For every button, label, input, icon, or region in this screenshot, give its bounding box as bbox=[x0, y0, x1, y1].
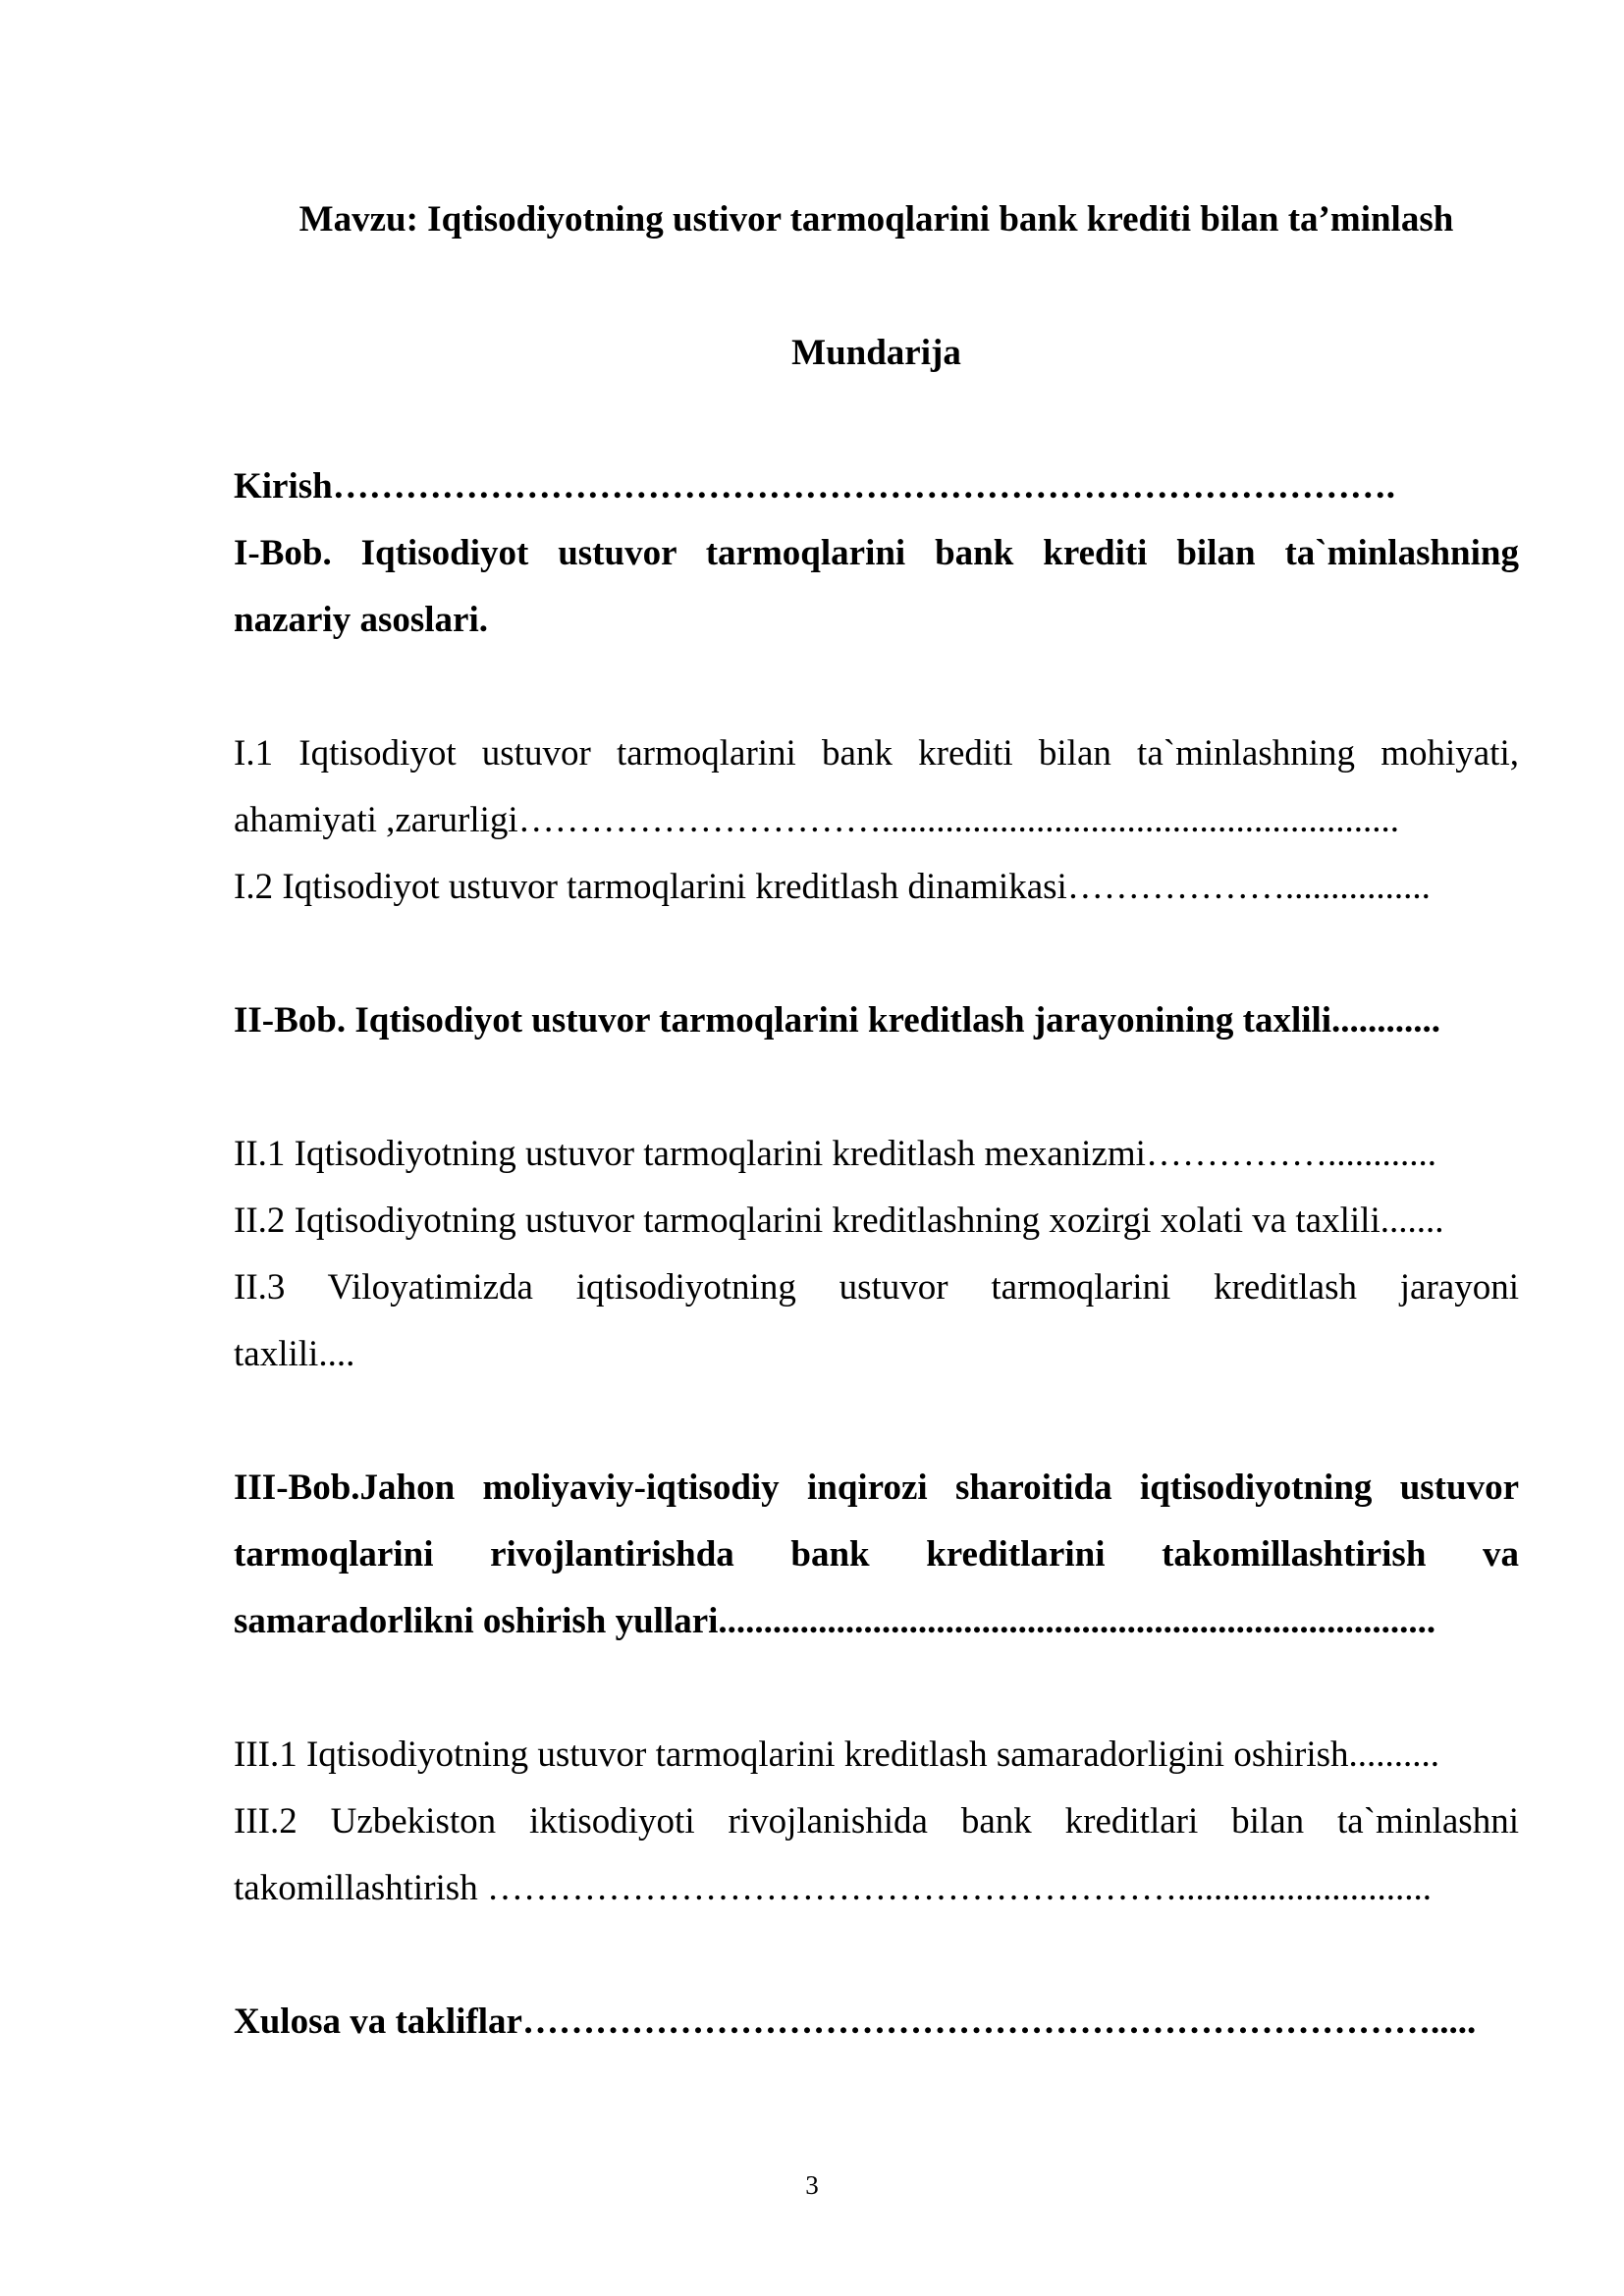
toc-entry-section-2-3: II.3 Viloyatimizda iqtisodiyotning ustuvor tarmoqlarini kreditlash jarayoni bbox=[234, 1267, 1519, 1308]
toc-entry-section-3-2: III.2 Uzbekiston iktisodiyoti rivojlanishida bank kreditlari bilan ta`minlashni bbox=[234, 1801, 1519, 1842]
toc-entry-section-1-1: I.1 Iqtisodiyot ustuvor tarmoqlarini bank krediti bilan ta`minlashning mohiyati, bbox=[234, 733, 1519, 774]
toc-entry-intro: Kirish……………………………………………………………………………. bbox=[234, 466, 1395, 507]
toc-entry-chapter-3-cont-2: samaradorlikni oshirish yullari............................................................................... bbox=[234, 1601, 1436, 1641]
toc-entry-section-2-3-cont: taxlili.... bbox=[234, 1334, 355, 1374]
toc-entry-section-2-1: II.1 Iqtisodiyotning ustuvor tarmoqlarini kreditlash mexanizmi……………............ bbox=[234, 1134, 1436, 1174]
toc-entry-chapter-3-cont-1: tarmoqlarini rivojlantirishda bank kreditlarini takomillashtirish va bbox=[234, 1534, 1519, 1575]
toc-entry-section-3-2-cont: takomillashtirish …………………………………………………............................ bbox=[234, 1868, 1432, 1908]
chapter-1-prefix: I-Bob bbox=[234, 533, 323, 573]
toc-entry-section-3-1: III.1 Iqtisodiyotning ustuvor tarmoqlarini kreditlash samaradorligini oshirish.......... bbox=[234, 1735, 1440, 1775]
page-number: 3 bbox=[805, 2170, 819, 2200]
toc-entry-chapter-1-cont: nazariy asoslari. bbox=[234, 600, 488, 640]
toc-entry-chapter-3: III-Bob.Jahon moliyaviy-iqtisodiy inqirozi sharoitida iqtisodiyotning ustuvor bbox=[234, 1468, 1519, 1508]
chapter-1-title: . Iqtisodiyot ustuvor tarmoqlarini bank krediti bilan ta`minlashning bbox=[322, 533, 1519, 573]
toc-entry-section-1-2: I.2 Iqtisodiyot ustuvor tarmoqlarini kreditlash dinamikasi………………................ bbox=[234, 867, 1431, 907]
toc-entry-chapter-1 bbox=[234, 520, 1519, 587]
document-title: Mavzu: Iqtisodiyotning ustivor tarmoqlarini bank krediti bilan ta’minlash bbox=[298, 199, 1454, 240]
contents-heading: Mundarija bbox=[791, 333, 961, 373]
toc-entry-section-1-1-cont: ahamiyati ,zarurligi…………………………......................................................... bbox=[234, 800, 1399, 840]
toc-entry-section-2-2: II.2 Iqtisodiyotning ustuvor tarmoqlarini kreditlashning xozirgi xolati va taxlili....... bbox=[234, 1201, 1444, 1241]
toc-entry-chapter-2: II-Bob. Iqtisodiyot ustuvor tarmoqlarini kreditlash jarayonining taxlili............ bbox=[234, 1000, 1441, 1041]
toc-entry-conclusion: Xulosa va takliflar…………………………………………………………………..... bbox=[234, 2002, 1477, 2042]
